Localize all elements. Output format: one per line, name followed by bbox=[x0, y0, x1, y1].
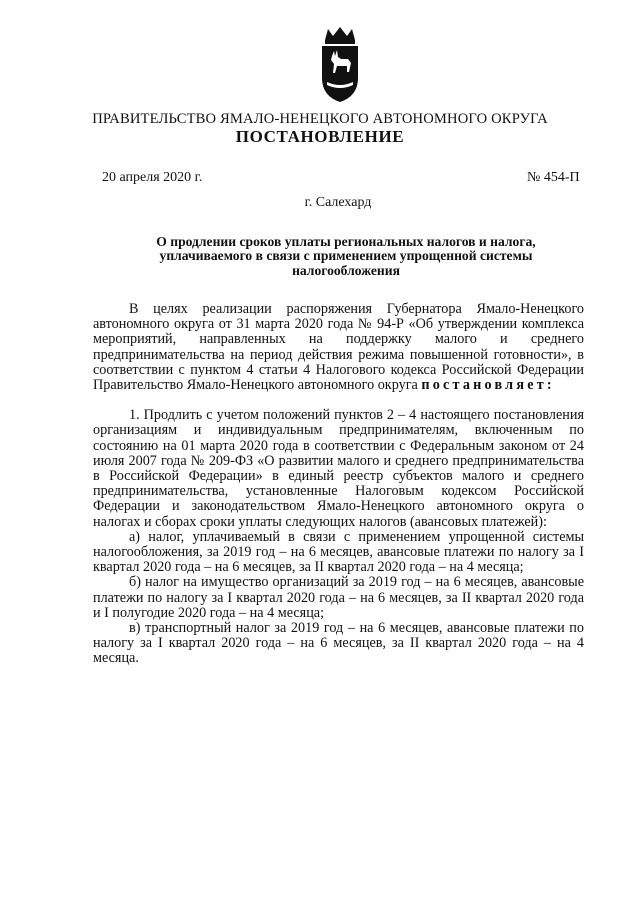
document-body bbox=[93, 302, 584, 667]
preamble-paragraph bbox=[93, 302, 584, 393]
government-name: ПРАВИТЕЛЬСТВО ЯМАЛО-НЕНЕЦКОГО АВТОНОМНОГО ОКРУГА bbox=[92, 111, 548, 127]
document-number: № 454-П bbox=[527, 170, 580, 185]
title-line: О продлении сроков уплаты региональных налогов и налога, bbox=[156, 234, 536, 249]
title-line: уплачиваемого в связи с применением упрощенной системы bbox=[159, 248, 533, 264]
item-1c: в) транспортный налог за 2019 год – на 6 месяцев, авансовые платежи по налогу за I квартал 2020 года – на 6 месяцев, за II квартал 2020 года – на 4 месяца. bbox=[93, 620, 584, 667]
item-1b: б) налог на имущество организаций за 2019 год – на 6 месяцев, авансовые платежи по налогу за I квартал 2020 года – на 6 месяцев, за II квартал 2020 года и I полугодие 2020 года – на 4 месяца; bbox=[93, 574, 584, 621]
preamble-text: В целях реализации распоряжения Губернатора Ямало-Ненецкого автономного округа от 31 марта 2020 года № 94-Р «Об утверждении комплекса мероприятий, направленных на поддержку малого и среднего предпринимательства на период действия режима повышенной готовности», в соответствии с пунктом 4 статьи 4 Налогового кодекса Российской Федерации Правительство Ямало-Ненецкого автономного округа bbox=[93, 301, 584, 394]
title-line: налогообложения bbox=[292, 262, 400, 278]
coat-of-arms-icon bbox=[318, 26, 362, 104]
item-1: 1. Продлить с учетом положений пунктов 2 – 4 настоящего постановления организациям и индивидуальным предпринимателям, включенным по состоянию на 01 марта 2020 года в соответствии с Федеральным законом от 24 июля 2007 года № 209-ФЗ «О развитии малого и среднего предпринимательства в Российской Федерации» в единый реестр субъектов малого и среднего предпринимательства, установленные Налоговым кодексом Российской Федерации и законодательством Ямало-Ненецкого автономного округа о налогах и сборах сроки уплаты следующих налогов (авансовых платежей): bbox=[93, 407, 584, 530]
document-title bbox=[136, 235, 556, 278]
item-1a: а) налог, уплачиваемый в связи с применением упрощенной системы налогообложения, за 2019 год – на 6 месяцев, авансовые платежи по налогу за I квартал 2020 года – на 6 месяцев, за II квартал 2020 года – на 4 месяца; bbox=[93, 528, 584, 576]
document-type: ПОСТАНОВЛЕНИЕ bbox=[235, 127, 405, 146]
decree-word: постановляет: bbox=[421, 377, 555, 394]
document-city: г. Салехард bbox=[304, 195, 372, 210]
document-date: 20 апреля 2020 г. bbox=[102, 170, 203, 185]
